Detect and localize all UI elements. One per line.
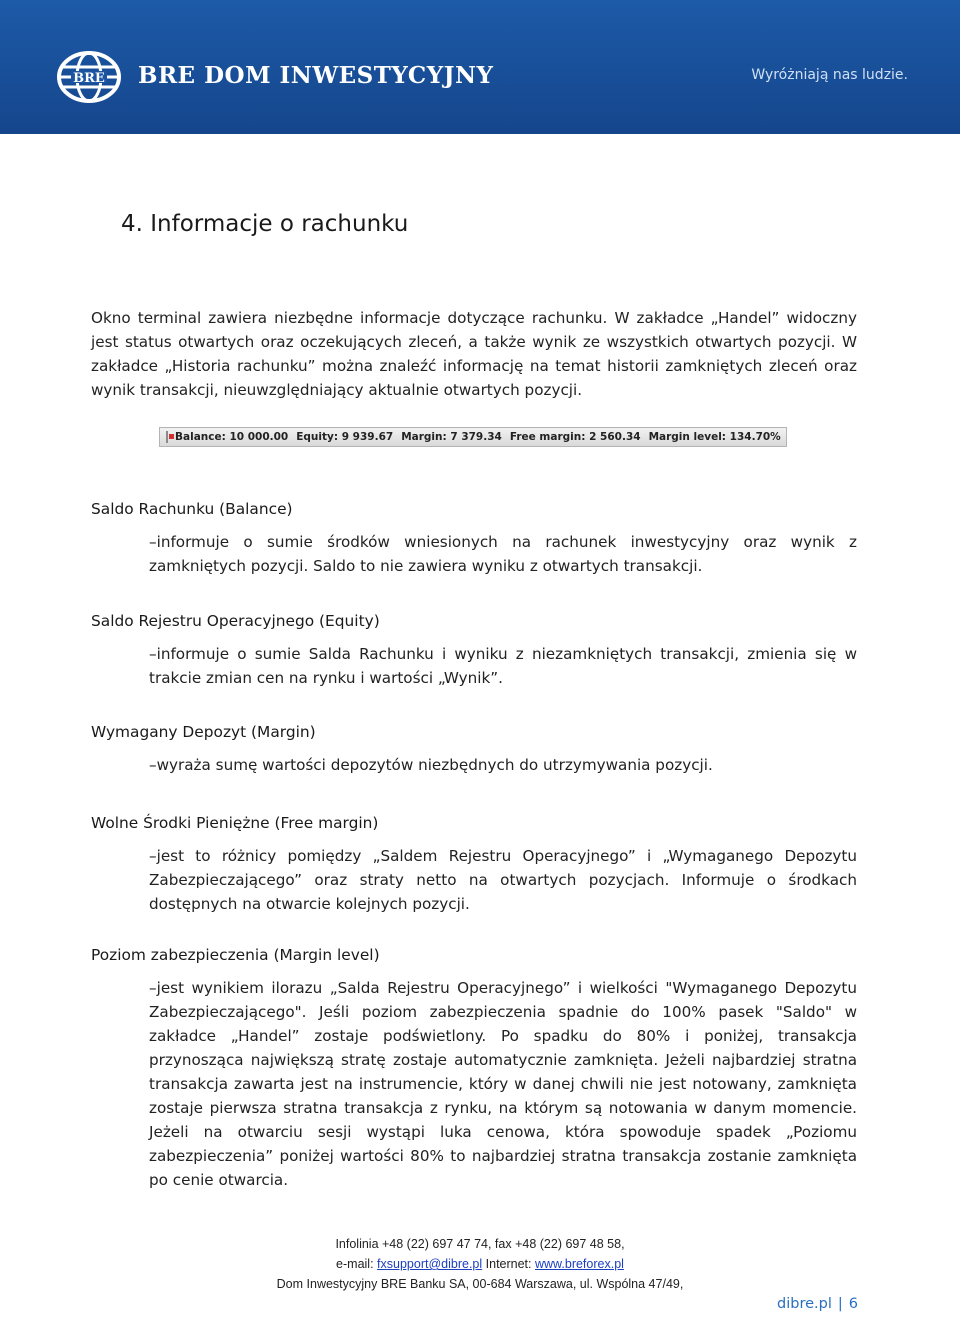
footer-address-line: Dom Inwestycyjny BRE Banku SA, 00-684 Warszawa, ul. Wspólna 47/49, [276,1277,684,1291]
term-description-balance: –informuje o sumie środków wniesionych na rachunek inwestycyjny oraz wynik z zamkniętych pozycji. Saldo to nie zawiera wyniku z otwartych transakcji. [149,533,857,575]
equity-value: Equity: 9 939.67 [296,431,394,443]
footer-email-label: e-mail: [336,1257,374,1271]
term-label-free-margin: Wolne Środki Pieniężne (Free margin) [91,814,379,832]
footer-email-link[interactable]: fxsupport@dibre.pl [377,1257,483,1271]
margin-value: Margin: 7 379.34 [401,431,502,443]
margin-level-value: Margin level: 134.70% [648,431,781,443]
free-margin-value: Free margin: 2 560.34 [509,431,641,443]
balance-status-icon [166,431,168,443]
term-label-balance: Saldo Rachunku (Balance) [91,500,293,518]
page-separator: | [837,1296,843,1312]
svg-text:BRE: BRE [73,71,105,86]
term-label-margin-level: Poziom zabezpieczenia (Margin level) [91,946,380,964]
footer-website-link[interactable]: www.breforex.pl [535,1257,624,1271]
terminal-balance-bar [159,427,787,447]
tagline: Wyróżniają nas ludzie. [751,67,908,83]
footer-site: dibre.pl [777,1296,832,1312]
footer-contact-line: Infolinia +48 (22) 697 47 74, fax +48 (22) 697 48 58, [335,1237,625,1251]
term-label-margin: Wymagany Depozyt (Margin) [91,723,316,741]
term-label-equity: Saldo Rejestru Operacyjnego (Equity) [91,612,380,630]
page-header [0,0,960,134]
page-number-block [777,1296,858,1312]
section-title: 4. Informacje o rachunku [121,211,409,237]
page-number: 6 [848,1296,858,1312]
footer-email-line [0,1257,960,1271]
term-description-equity: –informuje o sumie Salda Rachunku i wyniku z niezamkniętych transakcji, zmienia się w trakcie zmian cen na rynku i wartości „Wynik”. [149,645,857,687]
intro-paragraph: Okno terminal zawiera niezbędne informacje dotyczące rachunku. W zakładce „Handel” widoczny jest status otwartych oraz oczekujących zleceń, a także wynik ze wszystkich otwartych pozycji. W zakładce „Historia rachunku” można znaleźć informację na temat historii zamkniętych zleceń oraz wynik transakcji, nieuwzględniający aktualnie otwartych pozycji. [91,309,857,399]
term-description-free-margin: –jest to różnicy pomiędzy „Saldem Rejestru Operacyjnego” i „Wymaganego Depozytu Zabezpieczającego” oraz straty netto na otwartych pozycjach. Informuje o środkach dostępnych na otwarcie kolejnych pozycji. [149,847,857,913]
balance-value: Balance: 10 000.00 [175,431,289,443]
bre-globe-logo-icon [56,50,122,104]
term-description-margin: –wyraża sumę wartości depozytów niezbędnych do utrzymywania pozycji. [149,756,713,774]
logo-text: BRE DOM INWESTYCYJNY [138,62,494,89]
term-description-margin-level: –jest wynikiem ilorazu „Salda Rejestru Operacyjnego” i wielkości "Wymaganego Depozytu Zabezpieczającego". Jeśli poziom zabezpieczenia spadnie do 100% pasek "Saldo" w zakładce „Handel” zostaje podświetlony. Po spadku do 80% i poniżej, transakcja przynosząca największą stratę zostaje automatycznie zamknięta. Jeżeli najbardziej stratna transakcja zawarta jest na instrumencie, który w danej chwili nie jest notowany, zamknięta zostaje pierwsza stratna transakcja z rynku, na którym są notowania w danym momencie. Jeżeli na otwarciu sesji wystąpi luka cenowa, która spowoduje spadek „Poziomu zabezpieczenia” poniżej wartości 80% to najbardziej stratna transakcja zostanie zamknięta po cenie otwarcia. [149,979,857,1189]
footer-internet-label: Internet: [485,1257,532,1271]
